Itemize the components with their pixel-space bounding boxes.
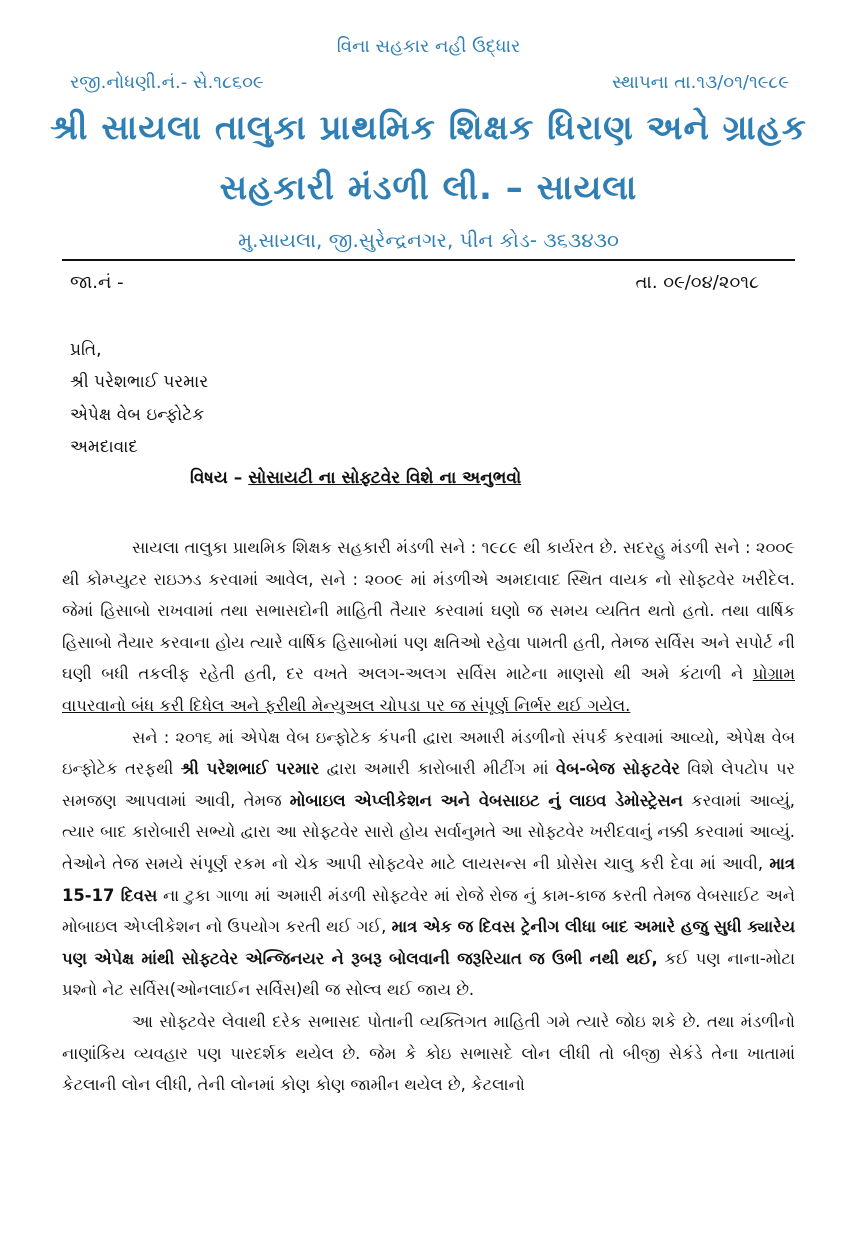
bold-days: માત્ર 15-17 દિવસ (62, 853, 795, 905)
paragraph-1 (62, 532, 795, 722)
paragraph-3: આ સોફ્ટવેર લેવાથી દરેક સભાસદ પોતાની વ્યક્તિગત માહિતી ગમે ત્યારે જોઇ શકે છે. તથા મંડળીનો નાણાંકિય વ્યવહાર પણ પારદર્શક થયેલ છે. જેમ કે કોઇ સભાસદે લોન લીધી તો બીજી સેકંડે તેના ખાતામાં કેટલાની લોન લીધી, તેની લોનમાં કોણ કોણ જામીન થયેલ છે, કેટલાનો (62, 1011, 795, 1095)
recipient-company: એપેક્ષ વેબ ઇન્ફોટેક (70, 405, 205, 425)
paragraph-2-text-d: વિશે લેપટોપ પર સમજણ આપવામાં આવી, તેમજ (62, 759, 795, 810)
registration-number: રજી.નોધણી.નં.- સે.૧૮૬૦૯ (70, 72, 264, 93)
bold-live-demo: મોબાઇલ એપ્લીકેશન અને વેબસાઇટ નું લાઇવ ડેમોસ્ટ્રેસન (289, 790, 683, 810)
subject-text: સોસાયટી ના સોફ્ટવેર વિશે ના અનુભવો (248, 468, 522, 488)
established-date: સ્થાપના તા.૧૩/૦૧/૧૯૮૯ (611, 72, 789, 93)
paragraph-2-text-c: દ્વારા અમારી કારોબારી મીટીંગ માં (319, 759, 556, 779)
motto: વિના સહકાર નહી ઉદ્ધાર (336, 36, 521, 57)
paragraph-2-text-a: સને : ૨૦૧૬ માં એપેક્ષ વેબ ઇન્ફોટેક કંપની દ્વારા અમારી મંડળીનો સંપર્ક કરવામાં આવ્યો, એપેક્ષ વેબ ઇન્ફોટેક તરફથી (62, 727, 795, 779)
recipient-name: શ્રી પરેશભાઈ પરમાર (70, 372, 209, 392)
subject-line (190, 468, 521, 488)
recipient-prefix: પ્રતિ, (70, 340, 102, 360)
bold-web-software: વેબ-બેજ સોફટવેર (555, 759, 680, 779)
paragraph-2-text-f: ના ટુકા ગાળા માં અમારી મંડળી સોફ્ટવેર માં રોજે રોજ નું કામ-કાજ કરતી તેમજ વેબસાઈટ અને મોબાઇલ એપ્લીકેશન નો ઉપયોગ કરતી થઈ ગઈ, (62, 885, 795, 937)
paragraph-1-text: સાયલા તાલુકા પ્રાથમિક શિક્ષક સહકારી મંડળી સને : ૧૯૮૯ થી કાર્યરત છે. સદરહુ મંડળી સને : ૨૦૦૯ થી કોમ્પ્યુટર રાઇઝડ કરવામાં આવેલ, સને : ૨૦૦૯ માં મંડળીએ અમદાવાદ સ્થિત વાયક નો સોફ્ટવેર ખરીદેલ. જેમાં હિસાબો રાખવામાં તથા સભાસદોની માહિતી તૈયાર કરવામાં ઘણો જ સમય વ્યતિત થતો હતો. તથા વાર્ષિક હિસાબો તૈયાર કરવાના હોય ત્યારે વાર્ષિક હિસાબોમાં પણ ક્ષતિઓ રહેવા પામતી હતી, તેમજ સર્વિસ અને સપોર્ટ ની ઘણી બધી તકલીફ રહેતી હતી, દર વખતે અલગ-અલગ સર્વિસ માટેના માણસો થી અમે કંટાળી ને (62, 538, 795, 684)
letter-date: તા. ૦૯/૦૪/૨૦૧૮ (635, 272, 759, 293)
paragraph-1-underlined: પ્રોગ્રામ વાપરવાનો બંધ કરી દિધેલ અને ફરીથી મેન્યુઅલ ચોપડા પર જ સંપૂર્ણ નિર્ભર થઈ ગયેલ. (62, 664, 795, 715)
reference-number: જા.નં - (70, 272, 124, 293)
header-divider (62, 259, 795, 261)
recipient-city: અમદાવાદ (70, 437, 138, 457)
organization-title-line2: સહકારી મંડળી લી. – સાયલા (219, 168, 638, 208)
bold-person-name: શ્રી પરેશભાઈ પરમાર (180, 759, 320, 779)
subject-label: વિષય – (190, 468, 243, 488)
paragraph-2-text-g: કઈ પણ નાના-મોટા પ્રશ્નો નેટ સર્વિસ(ઓનલાઈન સર્વિસ)થી જ સોલ્વ થઈ જાય છે. (62, 948, 795, 1000)
letter-body (62, 532, 795, 1101)
organization-address: મુ.સાયલા, જી.સુરેન્દ્રનગર, પીન કોડ- ૩૬૩૪૩૦ (238, 228, 619, 252)
paragraph-2-text-e: કરવામાં આવ્યું, ત્યાર બાદ કારોબારી સભ્યો દ્વારા આ સોફ્ટવેર સારો હોય સર્વાનુમતે આ સોફ્ટવેર ખરીદવાનું નક્કી કરવામાં આવ્યું. તેઓને તેજ સમયે સંપૂર્ણ રકમ નો ચેક આપી સોફ્ટવેર માટે લાયસન્સ ની પ્રોસેસ ચાલુ કરી દેવા માં આવી, (62, 790, 795, 873)
paragraph-2 (62, 722, 795, 1006)
organization-title-line1: શ્રી સાયલા તાલુકા પ્રાથમિક શિક્ષક ધિરાણ અને ગ્રાહક (50, 108, 807, 148)
bold-training: માત્ર એક જ દિવસ ટ્રેનીગ લીધા બાદ અમારે હજુ સુધી ક્યારેય પણ એપેક્ષ માંથી સોફ્ટવેર એન્જિનયર ને રૂબરૂ બોલવાની જરૂરિયાત જ ઉભી નથી થઈ, (62, 917, 795, 968)
